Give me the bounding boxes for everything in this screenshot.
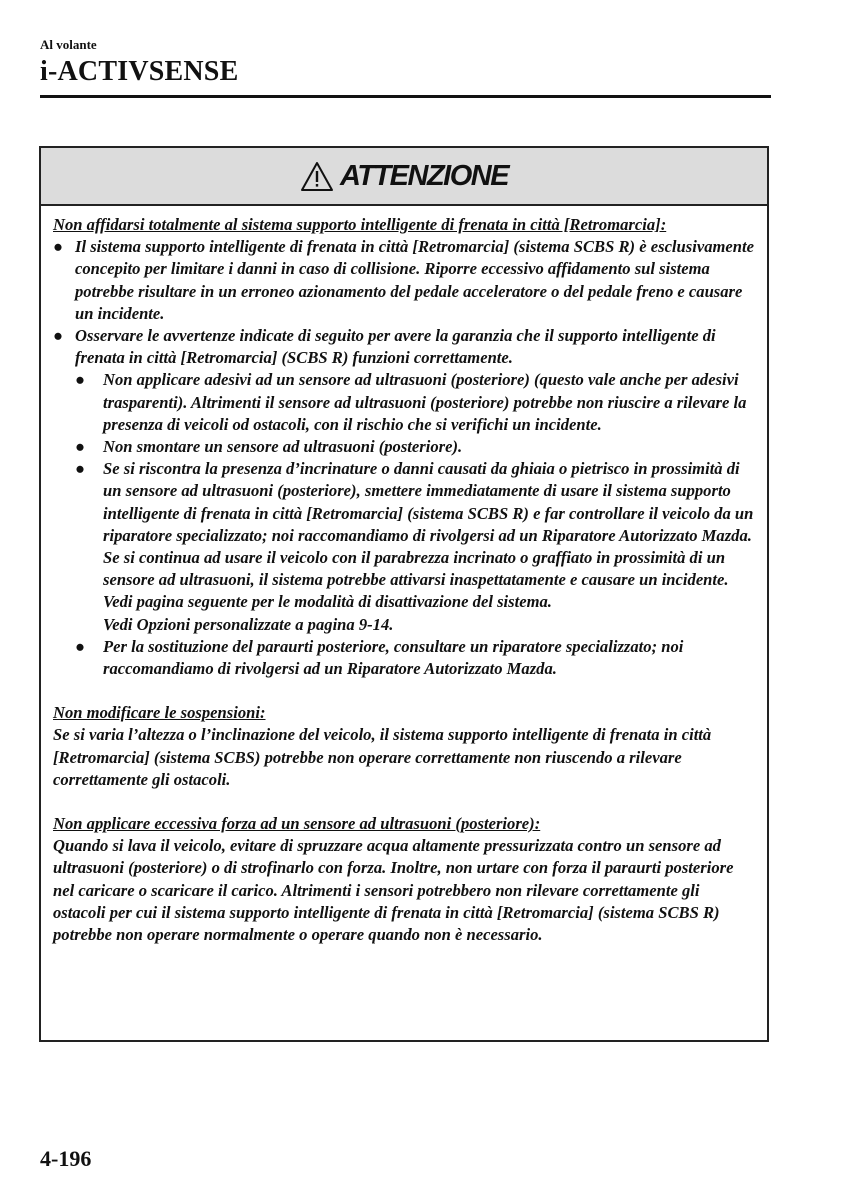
- bullet-item: [53, 325, 755, 369]
- bullet-icon: ●: [53, 326, 64, 346]
- bullet-item: [53, 236, 755, 325]
- warning-box: [39, 146, 769, 1042]
- page-reference: Vedi Opzioni personalizzate a pagina 9-14.: [103, 614, 394, 634]
- sub-bullet-text: Non applicare adesivi ad un sensore ad ultrasuoni (posteriore) (questo vale anche per adesivi trasparenti). Altrimenti il sensore ad ultrasuoni (posteriore) potrebbe non riuscire a rilevare la presenza di veicoli od ostacoli, con il rischio che si verifichi un incidente.: [103, 370, 747, 434]
- paragraph: Se si varia l’altezza o l’inclinazione del veicolo, il sistema supporto intelligente di frenata in città [Retromarcia] (sistema SCBS) potrebbe non operare correttamente non riuscendo a rilevare correttamente gli ostacoli.: [53, 725, 712, 789]
- sub-bullet-item: [75, 369, 755, 436]
- page-reference: Vedi pagina seguente per le modalità di disattivazione del sistema.: [103, 592, 552, 612]
- sub-bullet-item: [75, 458, 755, 636]
- bullet-text: Osservare le avvertenze indicate di seguito per avere la garanzia che il supporto intelligente di frenata in città [Retromarcia] (SCBS R) funzioni correttamente.: [75, 326, 716, 368]
- warning-triangle-icon: [300, 161, 334, 193]
- sub-bullet-item: [75, 436, 755, 458]
- bullet-icon: ●: [75, 437, 86, 457]
- bullet-text: Il sistema supporto intelligente di frenata in città [Retromarcia] (sistema SCBS R) è esclusivamente concepito per limitare i danni in caso di collisione. Riporre eccessivo affidamento sul sistema potrebbe risultare in un erroneo azionamento del pedale acceleratore o del pedale freno e causare un incidente.: [75, 237, 754, 323]
- sub-bullet-text: Non smontare un sensore ad ultrasuoni (posteriore).: [103, 437, 463, 457]
- sub-bullet-item: [75, 636, 755, 680]
- section-heading: Non applicare eccessiva forza ad un sensore ad ultrasuoni (posteriore):: [53, 814, 541, 834]
- warning-header: [41, 148, 767, 206]
- bullet-icon: ●: [53, 237, 64, 257]
- bullet-icon: ●: [75, 370, 86, 390]
- sub-bullet-text: Per la sostituzione del paraurti posteriore, consultare un riparatore specializzato; noi raccomandiamo di rivolgersi ad un Riparatore Autorizzato Mazda.: [103, 636, 684, 679]
- section-heading: Non affidarsi totalmente al sistema supporto intelligente di frenata in città [Retromarcia]:: [53, 215, 667, 234]
- bullet-icon: ●: [75, 636, 86, 656]
- sub-bullet-text: Se si riscontra la presenza d’incrinature o danni causati da ghiaia o pietrisco in prossimità di un sensore ad ultrasuoni (posteriore), smettere immediatamente di usare il sistema supporto intelligente di frenata in città [Retromarcia] (sistema SCBS R) e far controllare il veicolo da un riparatore specializzato; noi raccomandiamo di rivolgersi ad un Riparatore Autorizzato Mazda. Se si continua ad usare il veicolo con il parabrezza incrinato o graffiato in prossimità di un sensore ad ultrasuoni, il sistema potrebbe attivarsi inaspettatamente e causare un incidente.: [103, 459, 754, 590]
- warning-body: [41, 206, 767, 946]
- section-label: Al volante: [40, 37, 97, 52]
- warning-title: ATTENZIONE: [339, 159, 509, 192]
- page-number: 4-196: [40, 1146, 92, 1171]
- section-heading: Non modificare le sospensioni:: [53, 703, 266, 723]
- sub-bullet-content: [103, 458, 755, 636]
- header-divider: [40, 95, 771, 98]
- page-title: i-ACTIVSENSE: [40, 56, 239, 87]
- paragraph: Quando si lava il veicolo, evitare di spruzzare acqua altamente pressurizzata contro un sensore ad ultrasuoni (posteriore) o di strofinarlo con forza. Inoltre, non urtare con forza il paraurti posteriore nel caricare o scaricare il carico. Altrimenti i sensori potrebbero non rilevare correttamente gli ostacoli per cui il sistema supporto intelligente di frenata in città [Retromarcia] (sistema SCBS R) potrebbe non operare normalmente o operare quando non è necessario.: [53, 836, 734, 945]
- bullet-icon: ●: [75, 459, 86, 479]
